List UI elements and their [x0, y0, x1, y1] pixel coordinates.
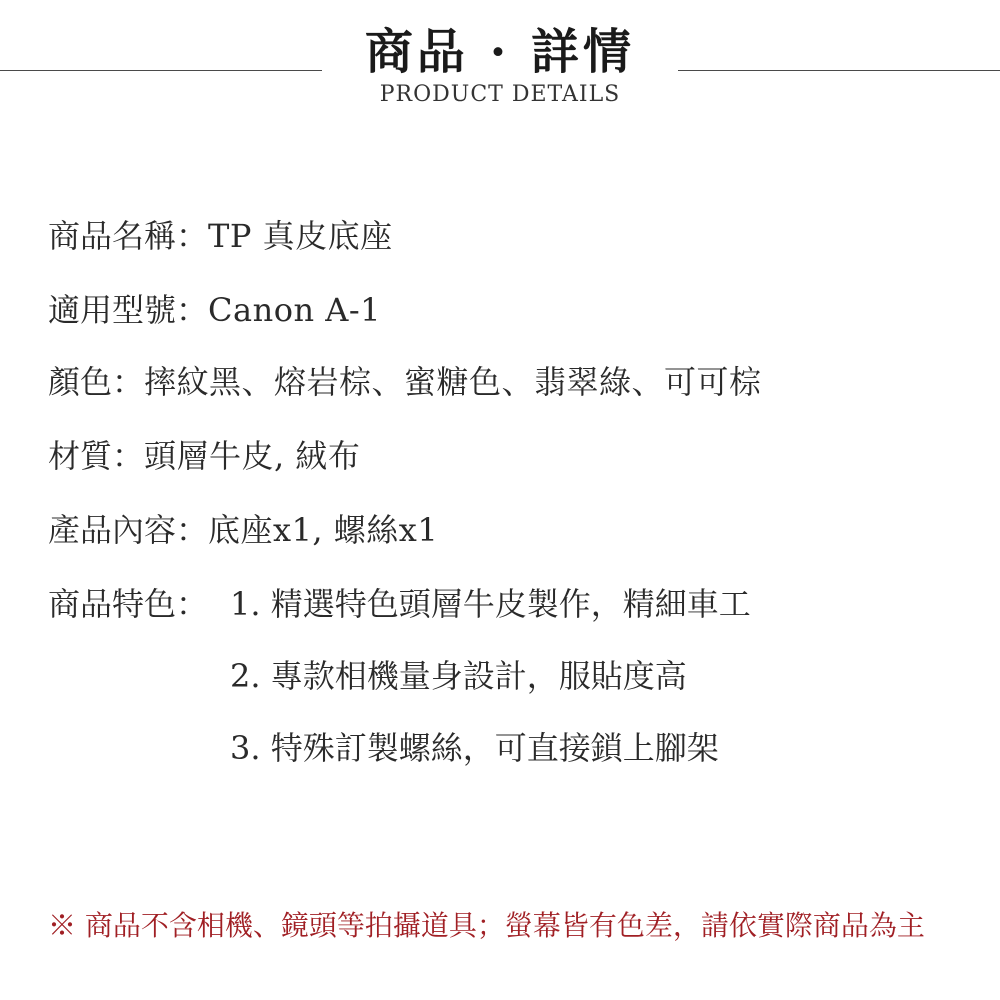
- spec-row-material: [48, 436, 360, 476]
- spec-value: TP 真皮底座: [208, 217, 393, 255]
- feature-item: 3. 特殊訂製螺絲，可直接鎖上腳架: [230, 729, 719, 767]
- feature-item: 2. 專款相機量身設計，服貼度高: [230, 657, 687, 695]
- page-subtitle: PRODUCT DETAILS: [379, 82, 621, 107]
- spec-label: 商品名稱：: [48, 217, 209, 255]
- spec-row-contents: [48, 510, 438, 550]
- spec-row-model: [48, 290, 381, 330]
- disclaimer-note: ※ 商品不含相機、鏡頭等拍攝道具；螢幕皆有色差，請依實際商品為主: [48, 909, 925, 942]
- features-label: 商品特色：: [48, 585, 209, 623]
- spec-label: 顏色：: [48, 363, 145, 401]
- spec-value: 底座x1, 螺絲x1: [208, 511, 439, 549]
- spec-row-colors: [48, 362, 762, 402]
- spec-label: 適用型號：: [48, 291, 209, 329]
- spec-label: 材質：: [48, 437, 145, 475]
- spec-value: 頭層牛皮, 絨布: [144, 437, 361, 475]
- page-title: 商品 · 詳情: [364, 24, 636, 80]
- spec-label: 產品內容：: [48, 511, 209, 549]
- spec-value: 摔紋黑、熔岩棕、蜜糖色、翡翠綠、可可棕: [144, 363, 762, 401]
- spec-value: Canon A-1: [208, 291, 382, 329]
- feature-item: 1. 精選特色頭層牛皮製作，精細車工: [230, 585, 751, 623]
- spec-row-name: [48, 216, 393, 256]
